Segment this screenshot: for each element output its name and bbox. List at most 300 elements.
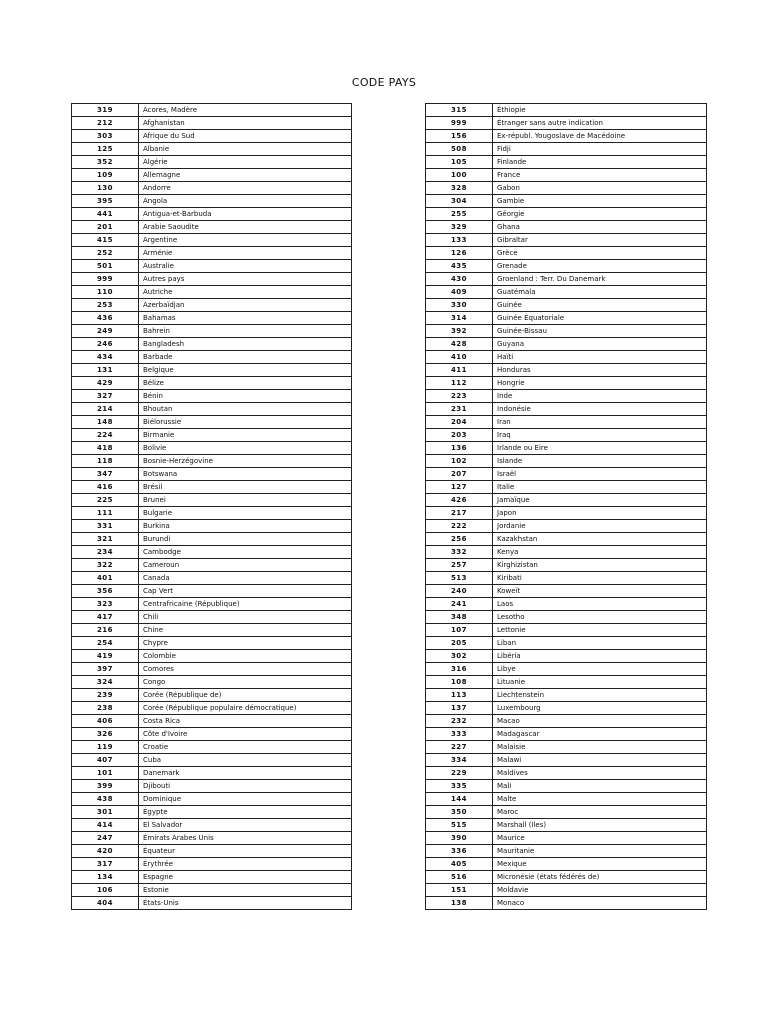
table-row (72, 338, 352, 351)
country-code-cell: 401 (72, 572, 139, 585)
table-row (72, 481, 352, 494)
table-row (426, 806, 707, 819)
table-row (72, 390, 352, 403)
country-code-cell: 301 (72, 806, 139, 819)
table-row (426, 598, 707, 611)
country-code-cell: 501 (72, 260, 139, 273)
country-code-cell: 317 (72, 858, 139, 871)
country-name-cell: Islande (493, 455, 707, 468)
table-row (426, 689, 707, 702)
country-code-cell: 240 (426, 585, 493, 598)
country-code-cell: 234 (72, 546, 139, 559)
country-name-cell: Corée (République populaire démocratique) (139, 702, 352, 715)
table-row (72, 455, 352, 468)
country-name-cell: Bénin (139, 390, 352, 403)
country-code-cell: 399 (72, 780, 139, 793)
country-code-cell: 999 (426, 117, 493, 130)
country-name-cell: Cambodge (139, 546, 352, 559)
country-name-cell: Kiribati (493, 572, 707, 585)
country-code-cell: 127 (426, 481, 493, 494)
country-name-cell: Maurice (493, 832, 707, 845)
table-row (72, 806, 352, 819)
table-row (72, 780, 352, 793)
country-code-cell: 105 (426, 156, 493, 169)
country-code-cell: 347 (72, 468, 139, 481)
country-code-cell: 252 (72, 247, 139, 260)
country-code-cell: 134 (72, 871, 139, 884)
country-name-cell: Guatémala (493, 286, 707, 299)
country-name-cell: Espagne (139, 871, 352, 884)
table-row (72, 494, 352, 507)
table-row (72, 273, 352, 286)
country-name-cell: Italie (493, 481, 707, 494)
country-name-cell: Malawi (493, 754, 707, 767)
country-name-cell: Jamaïque (493, 494, 707, 507)
country-code-cell: 246 (72, 338, 139, 351)
country-code-table-right (425, 103, 707, 910)
country-code-cell: 241 (426, 598, 493, 611)
table-row (426, 832, 707, 845)
country-code-cell: 515 (426, 819, 493, 832)
table-row (426, 429, 707, 442)
country-code-cell: 335 (426, 780, 493, 793)
country-name-cell: Guinée (493, 299, 707, 312)
country-code-cell: 321 (72, 533, 139, 546)
table-row (72, 286, 352, 299)
country-code-cell: 253 (72, 299, 139, 312)
country-code-cell: 131 (72, 364, 139, 377)
country-code-cell: 405 (426, 858, 493, 871)
country-name-cell: Géorgie (493, 208, 707, 221)
table-row (72, 689, 352, 702)
country-name-cell: Autriche (139, 286, 352, 299)
country-code-cell: 224 (72, 429, 139, 442)
country-name-cell: Birmanie (139, 429, 352, 442)
table-row (72, 104, 352, 117)
table-row (72, 793, 352, 806)
country-name-cell: Égypte (139, 806, 352, 819)
country-code-cell: 303 (72, 130, 139, 143)
country-code-cell: 428 (426, 338, 493, 351)
table-row (72, 715, 352, 728)
table-row (426, 299, 707, 312)
country-name-cell: Angola (139, 195, 352, 208)
table-row (426, 481, 707, 494)
country-code-cell: 247 (72, 832, 139, 845)
country-code-cell: 119 (72, 741, 139, 754)
table-row (72, 702, 352, 715)
country-name-cell: Lituanie (493, 676, 707, 689)
country-name-cell: Maroc (493, 806, 707, 819)
country-code-cell: 137 (426, 702, 493, 715)
country-code-cell: 227 (426, 741, 493, 754)
country-name-cell: Chili (139, 611, 352, 624)
table-row (72, 468, 352, 481)
country-name-cell: Honduras (493, 364, 707, 377)
country-name-cell: Burundi (139, 533, 352, 546)
table-row (426, 494, 707, 507)
country-name-cell: Algérie (139, 156, 352, 169)
country-name-cell: Japon (493, 507, 707, 520)
country-code-cell: 324 (72, 676, 139, 689)
country-name-cell: Fidji (493, 143, 707, 156)
country-code-cell: 411 (426, 364, 493, 377)
country-code-cell: 415 (72, 234, 139, 247)
country-name-cell: Moldavie (493, 884, 707, 897)
country-name-cell: Kazakhstan (493, 533, 707, 546)
country-code-cell: 136 (426, 442, 493, 455)
country-code-cell: 203 (426, 429, 493, 442)
table-row (426, 156, 707, 169)
country-code-cell: 107 (426, 624, 493, 637)
country-name-cell: Iran (493, 416, 707, 429)
country-code-cell: 304 (426, 195, 493, 208)
table-row (426, 260, 707, 273)
country-name-cell: Malaisie (493, 741, 707, 754)
country-code-cell: 148 (72, 416, 139, 429)
country-code-cell: 406 (72, 715, 139, 728)
country-code-cell: 438 (72, 793, 139, 806)
table-row (426, 195, 707, 208)
table-row (426, 546, 707, 559)
country-name-cell: Estonie (139, 884, 352, 897)
country-code-cell: 390 (426, 832, 493, 845)
country-name-cell: Acores, Madère (139, 104, 352, 117)
country-code-cell: 214 (72, 403, 139, 416)
country-name-cell: Micronésie (états fédérés de) (493, 871, 707, 884)
country-code-cell: 201 (72, 221, 139, 234)
country-code-cell: 409 (426, 286, 493, 299)
country-name-cell: Kenya (493, 546, 707, 559)
table-row (426, 273, 707, 286)
table-row (72, 611, 352, 624)
country-code-cell: 397 (72, 663, 139, 676)
table-row (72, 728, 352, 741)
table-row (72, 676, 352, 689)
table-row (72, 754, 352, 767)
country-name-cell: Arabie Saoudite (139, 221, 352, 234)
country-code-cell: 125 (72, 143, 139, 156)
country-name-cell: Macao (493, 715, 707, 728)
country-name-cell: Bahamas (139, 312, 352, 325)
table-row (72, 871, 352, 884)
table-row (72, 546, 352, 559)
country-code-cell: 109 (72, 169, 139, 182)
country-name-cell: Indonésie (493, 403, 707, 416)
country-name-cell: Éthiopie (493, 104, 707, 117)
country-name-cell: Argentine (139, 234, 352, 247)
table-row (72, 559, 352, 572)
country-name-cell: Guinée Équatoriale (493, 312, 707, 325)
country-code-cell: 323 (72, 598, 139, 611)
country-name-cell: Érythrée (139, 858, 352, 871)
country-name-cell: Monaco (493, 897, 707, 910)
country-name-cell: Danemark (139, 767, 352, 780)
country-name-cell: Mauritanie (493, 845, 707, 858)
table-row (426, 897, 707, 910)
country-name-cell: Kirghizistan (493, 559, 707, 572)
country-name-cell: Bangladesh (139, 338, 352, 351)
country-code-cell: 332 (426, 546, 493, 559)
table-row (72, 897, 352, 910)
country-name-cell: Antigua-et-Barbuda (139, 208, 352, 221)
country-code-cell: 217 (426, 507, 493, 520)
country-code-cell: 430 (426, 273, 493, 286)
table-row (426, 312, 707, 325)
country-name-cell: Lettonie (493, 624, 707, 637)
country-code-cell: 331 (72, 520, 139, 533)
table-row (72, 663, 352, 676)
country-code-cell: 113 (426, 689, 493, 702)
country-name-cell: Marshall (Iles) (493, 819, 707, 832)
country-name-cell: Cap Vert (139, 585, 352, 598)
country-name-cell: Allemagne (139, 169, 352, 182)
country-name-cell: Libéria (493, 650, 707, 663)
table-row (426, 169, 707, 182)
table-row (72, 130, 352, 143)
country-code-cell: 319 (72, 104, 139, 117)
country-code-cell: 231 (426, 403, 493, 416)
country-code-cell: 130 (72, 182, 139, 195)
table-row (72, 442, 352, 455)
country-name-cell: Burkina (139, 520, 352, 533)
country-code-cell: 392 (426, 325, 493, 338)
country-code-cell: 223 (426, 390, 493, 403)
country-code-cell: 302 (426, 650, 493, 663)
country-code-cell: 225 (72, 494, 139, 507)
country-name-cell: Gibraltar (493, 234, 707, 247)
country-name-cell: États-Unis (139, 897, 352, 910)
country-name-cell: Finlande (493, 156, 707, 169)
country-name-cell: Israël (493, 468, 707, 481)
table-row (72, 260, 352, 273)
country-code-cell: 395 (72, 195, 139, 208)
country-name-cell: Hongrie (493, 377, 707, 390)
country-name-cell: Albanie (139, 143, 352, 156)
country-code-cell: 348 (426, 611, 493, 624)
table-row (426, 637, 707, 650)
country-code-cell: 419 (72, 650, 139, 663)
table-row (72, 156, 352, 169)
country-name-cell: Bolivie (139, 442, 352, 455)
country-code-cell: 508 (426, 143, 493, 156)
country-name-cell: Inde (493, 390, 707, 403)
country-name-cell: Barbade (139, 351, 352, 364)
table-row (426, 741, 707, 754)
table-row (72, 312, 352, 325)
country-name-cell: Brunei (139, 494, 352, 507)
country-name-cell: Mexique (493, 858, 707, 871)
country-name-cell: Bulgarie (139, 507, 352, 520)
country-name-cell: Jordanie (493, 520, 707, 533)
table-row (426, 572, 707, 585)
table-row (72, 598, 352, 611)
table-row (426, 221, 707, 234)
country-name-cell: Afghanistan (139, 117, 352, 130)
table-row (72, 585, 352, 598)
country-name-cell: Canada (139, 572, 352, 585)
table-row (426, 117, 707, 130)
table-row (426, 442, 707, 455)
table-row (426, 663, 707, 676)
table-row (72, 299, 352, 312)
country-name-cell: Corée (République de) (139, 689, 352, 702)
country-code-cell: 336 (426, 845, 493, 858)
table-row (72, 364, 352, 377)
country-code-cell: 418 (72, 442, 139, 455)
country-code-cell: 212 (72, 117, 139, 130)
table-row (72, 416, 352, 429)
country-name-cell: Liechtenstein (493, 689, 707, 702)
table-row (426, 650, 707, 663)
table-row (426, 780, 707, 793)
country-name-cell: Irlande ou Eire (493, 442, 707, 455)
country-name-cell: Azerbaïdjan (139, 299, 352, 312)
country-code-cell: 144 (426, 793, 493, 806)
table-row (426, 143, 707, 156)
table-row (426, 871, 707, 884)
country-name-cell: Bélize (139, 377, 352, 390)
table-row (426, 403, 707, 416)
country-code-cell: 404 (72, 897, 139, 910)
country-code-cell: 112 (426, 377, 493, 390)
country-code-cell: 328 (426, 182, 493, 195)
country-name-cell: Malte (493, 793, 707, 806)
country-name-cell: Côte d'Ivoire (139, 728, 352, 741)
table-row (426, 611, 707, 624)
country-name-cell: Comores (139, 663, 352, 676)
country-code-cell: 239 (72, 689, 139, 702)
country-code-cell: 249 (72, 325, 139, 338)
country-name-cell: Ghana (493, 221, 707, 234)
country-name-cell: Australie (139, 260, 352, 273)
table-row (72, 117, 352, 130)
country-code-cell: 350 (426, 806, 493, 819)
table-row (426, 455, 707, 468)
country-name-cell: Iraq (493, 429, 707, 442)
table-row (426, 819, 707, 832)
country-code-cell: 100 (426, 169, 493, 182)
country-code-cell: 254 (72, 637, 139, 650)
country-code-cell: 434 (72, 351, 139, 364)
table-row (72, 533, 352, 546)
country-name-cell: Chine (139, 624, 352, 637)
country-name-cell: Luxembourg (493, 702, 707, 715)
table-row (426, 130, 707, 143)
table-row (426, 858, 707, 871)
table-row (426, 507, 707, 520)
country-code-cell: 255 (426, 208, 493, 221)
table-row (72, 143, 352, 156)
table-row (72, 247, 352, 260)
country-name-cell: Grèce (493, 247, 707, 260)
country-code-cell: 516 (426, 871, 493, 884)
country-code-cell: 330 (426, 299, 493, 312)
table-row (426, 468, 707, 481)
country-code-cell: 106 (72, 884, 139, 897)
country-code-cell: 118 (72, 455, 139, 468)
table-row (72, 234, 352, 247)
table-row (426, 234, 707, 247)
table-row (426, 715, 707, 728)
table-row (72, 520, 352, 533)
table-row (426, 247, 707, 260)
table-row (426, 585, 707, 598)
table-row (426, 364, 707, 377)
country-code-cell: 232 (426, 715, 493, 728)
table-row (72, 182, 352, 195)
country-code-cell: 329 (426, 221, 493, 234)
country-name-cell: Ex-républ. Yougoslave de Macédoine (493, 130, 707, 143)
country-name-cell: Cuba (139, 754, 352, 767)
country-code-cell: 205 (426, 637, 493, 650)
table-row (72, 858, 352, 871)
table-row (72, 572, 352, 585)
table-row (426, 325, 707, 338)
country-code-cell: 327 (72, 390, 139, 403)
country-code-cell: 333 (426, 728, 493, 741)
table-row (426, 845, 707, 858)
country-code-cell: 238 (72, 702, 139, 715)
country-code-cell: 407 (72, 754, 139, 767)
country-name-cell: Costa Rica (139, 715, 352, 728)
country-code-cell: 314 (426, 312, 493, 325)
table-row (72, 429, 352, 442)
country-name-cell: Botswana (139, 468, 352, 481)
table-row (426, 416, 707, 429)
table-row (426, 793, 707, 806)
table-row (426, 754, 707, 767)
country-code-cell: 229 (426, 767, 493, 780)
table-row (72, 221, 352, 234)
country-name-cell: Afrique du Sud (139, 130, 352, 143)
country-name-cell: Congo (139, 676, 352, 689)
table-row (426, 182, 707, 195)
table-row (426, 286, 707, 299)
country-name-cell: Bhoutan (139, 403, 352, 416)
table-row (426, 208, 707, 221)
table-row (72, 507, 352, 520)
table-row (426, 533, 707, 546)
country-name-cell: Grenade (493, 260, 707, 273)
country-code-cell: 204 (426, 416, 493, 429)
table-row (72, 403, 352, 416)
country-name-cell: El Salvador (139, 819, 352, 832)
country-code-cell: 436 (72, 312, 139, 325)
country-code-cell: 111 (72, 507, 139, 520)
country-name-cell: Centrafricaine (République) (139, 598, 352, 611)
country-name-cell: Guyana (493, 338, 707, 351)
country-code-cell: 126 (426, 247, 493, 260)
country-code-cell: 156 (426, 130, 493, 143)
country-code-cell: 410 (426, 351, 493, 364)
country-name-cell: Chypre (139, 637, 352, 650)
table-row (72, 325, 352, 338)
table-row (72, 819, 352, 832)
country-name-cell: Guinée-Bissau (493, 325, 707, 338)
table-row (72, 832, 352, 845)
table-row (426, 377, 707, 390)
country-name-cell: France (493, 169, 707, 182)
country-code-cell: 999 (72, 273, 139, 286)
table-row (72, 767, 352, 780)
country-code-cell: 222 (426, 520, 493, 533)
country-code-cell: 110 (72, 286, 139, 299)
country-code-cell: 417 (72, 611, 139, 624)
country-name-cell: Gambie (493, 195, 707, 208)
table-row (426, 884, 707, 897)
table-row (426, 390, 707, 403)
